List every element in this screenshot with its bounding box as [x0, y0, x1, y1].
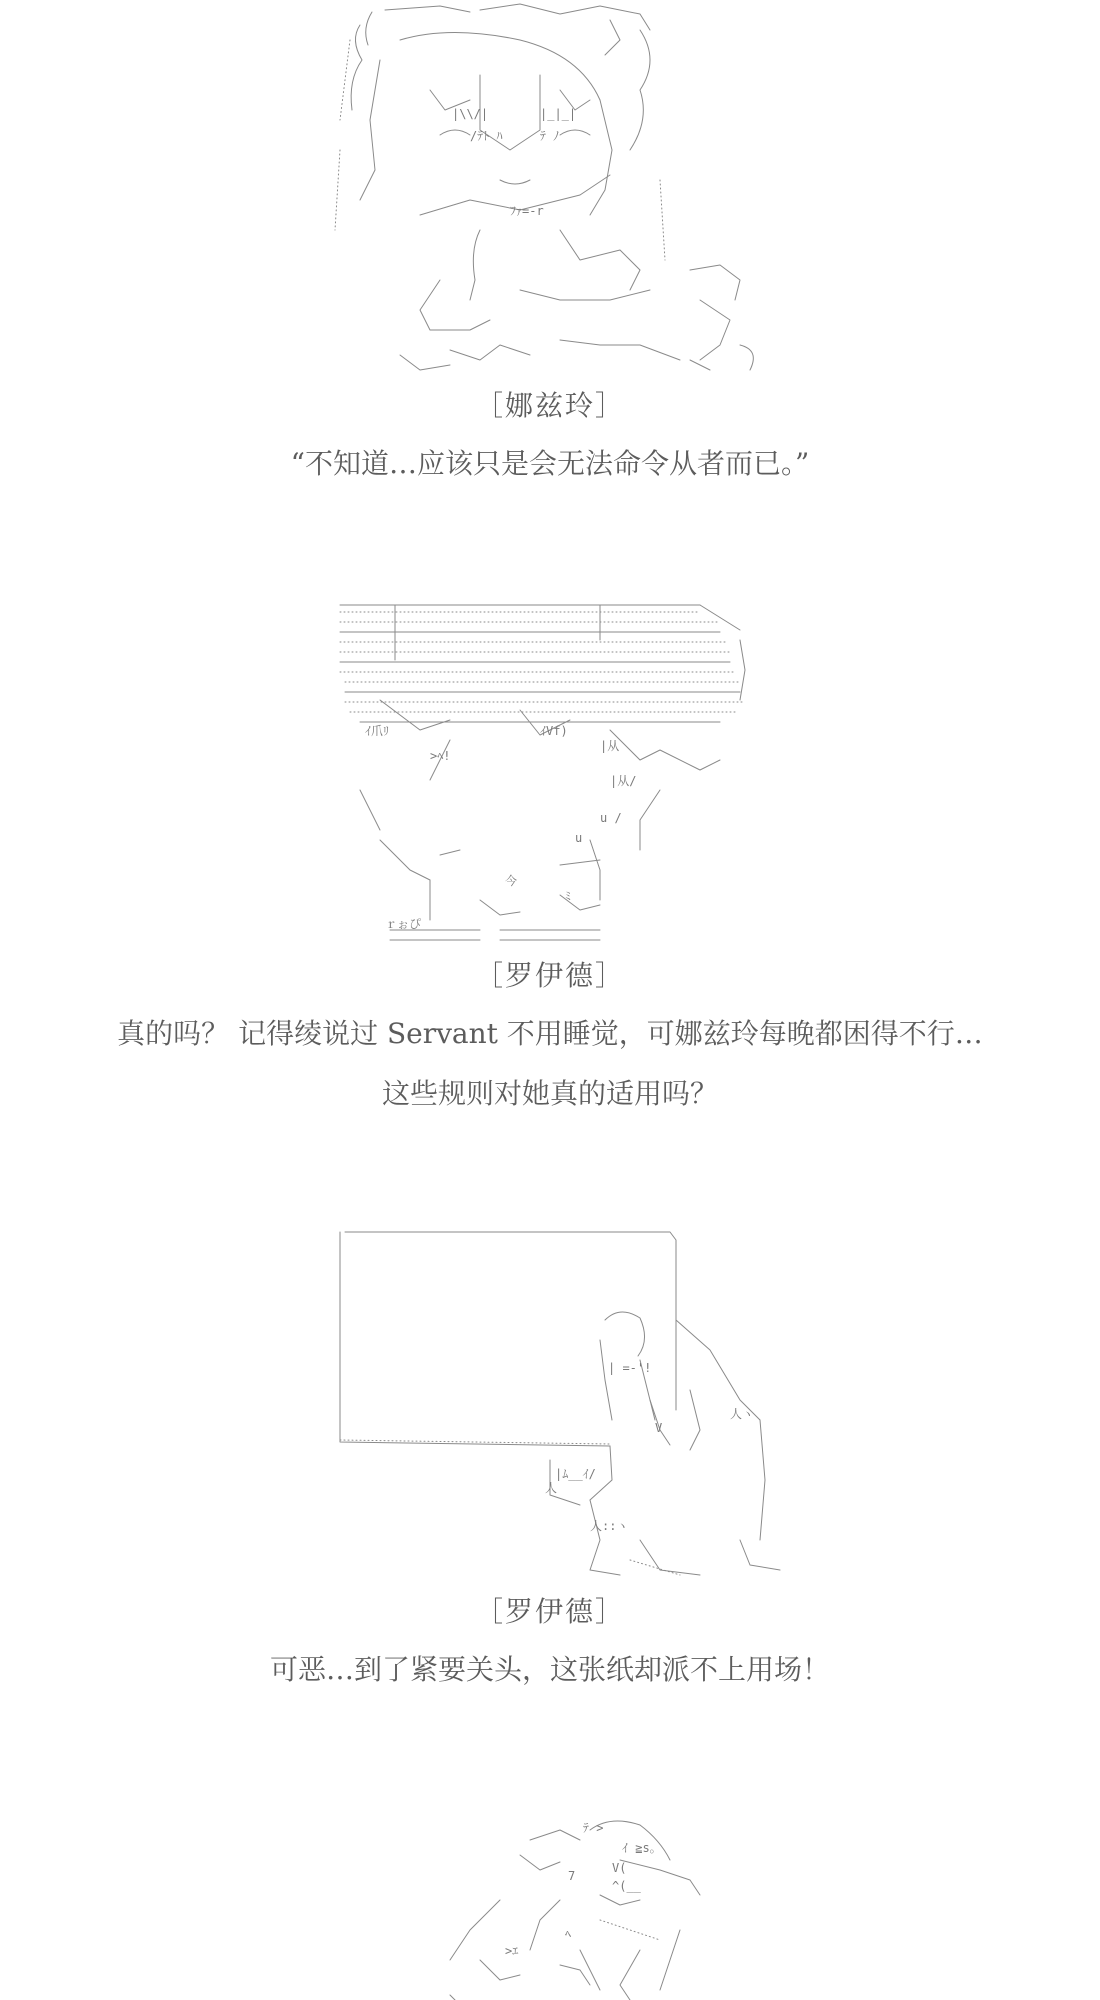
svg-text:>ｴ: >ｴ	[505, 1944, 519, 1958]
svg-text:ｒぉぴ: ｒぉぴ	[385, 917, 422, 931]
svg-text:ﾌｧ=-r: ﾌｧ=-r	[510, 204, 544, 218]
svg-text:u: u	[575, 831, 583, 845]
svg-text:ﾐ: ﾐ	[565, 889, 572, 903]
dialogue-line: 真的吗？ 记得绫说过 Servant 不用睡觉，可娜兹玲每晚都困得不行…	[117, 1017, 983, 1050]
svg-text:人ヽ: 人ヽ	[730, 1407, 755, 1421]
dialogue-line: 可恶…到了紧要关头，这张纸却派不上用场！	[269, 1653, 830, 1686]
svg-text:| =-'!: | =-'!	[608, 1361, 652, 1375]
svg-text:|ﾑ__ｲ/: |ﾑ__ｲ/	[555, 1467, 596, 1481]
svg-text:ｲVf): ｲVf)	[540, 724, 568, 738]
svg-text:V: V	[655, 1421, 663, 1435]
svg-text:ﾍ: ﾍ	[565, 1927, 572, 1941]
speaker-label-lloyd: ［罗伊德］	[474, 959, 625, 992]
svg-text:|\\/|: |\\/|	[452, 107, 489, 121]
figure-ascii-art	[450, 1821, 700, 2000]
svg-text:ｲ爪ﾘ: ｲ爪ﾘ	[365, 724, 390, 738]
svg-text:ﾃ ﾉ: ﾃ ﾉ	[540, 129, 560, 143]
dialogue-line: 这些规则对她真的适用吗？	[381, 1077, 718, 1110]
speaker-label-nazrin: ［娜兹玲］	[474, 389, 625, 422]
svg-text:u /: u /	[600, 811, 622, 825]
svg-text:人::ヽ: 人::ヽ	[590, 1519, 629, 1533]
svg-text:ｲ ≧s。: ｲ ≧s。	[622, 1841, 662, 1855]
svg-text:7: 7	[568, 1869, 576, 1883]
svg-text:/ﾃﾄ ﾊ: /ﾃﾄ ﾊ	[470, 129, 503, 143]
svg-text:|_|_|: |_|_|	[540, 107, 577, 121]
man-ascii-art	[340, 605, 745, 940]
speaker-label-lloyd: ［罗伊德］	[474, 1595, 625, 1628]
svg-text:^(__: ^(__	[612, 1879, 641, 1893]
girl-ascii-art	[335, 4, 753, 370]
hand-with-paper-ascii-art	[340, 1232, 780, 1575]
svg-text:今: 今	[505, 874, 518, 888]
svg-text:人: 人	[545, 1481, 558, 1495]
svg-text:V(: V(	[612, 1861, 627, 1875]
dialogue-line: “不知道…应该只是会无法命令从者而已。”	[290, 447, 810, 480]
svg-text:ﾃ >: ﾃ >	[583, 1821, 604, 1835]
svg-text:|从/: |从/	[610, 774, 637, 788]
svg-text:|从: |从	[600, 739, 620, 753]
svg-text:>ﾍ!: >ﾍ!	[430, 749, 451, 763]
